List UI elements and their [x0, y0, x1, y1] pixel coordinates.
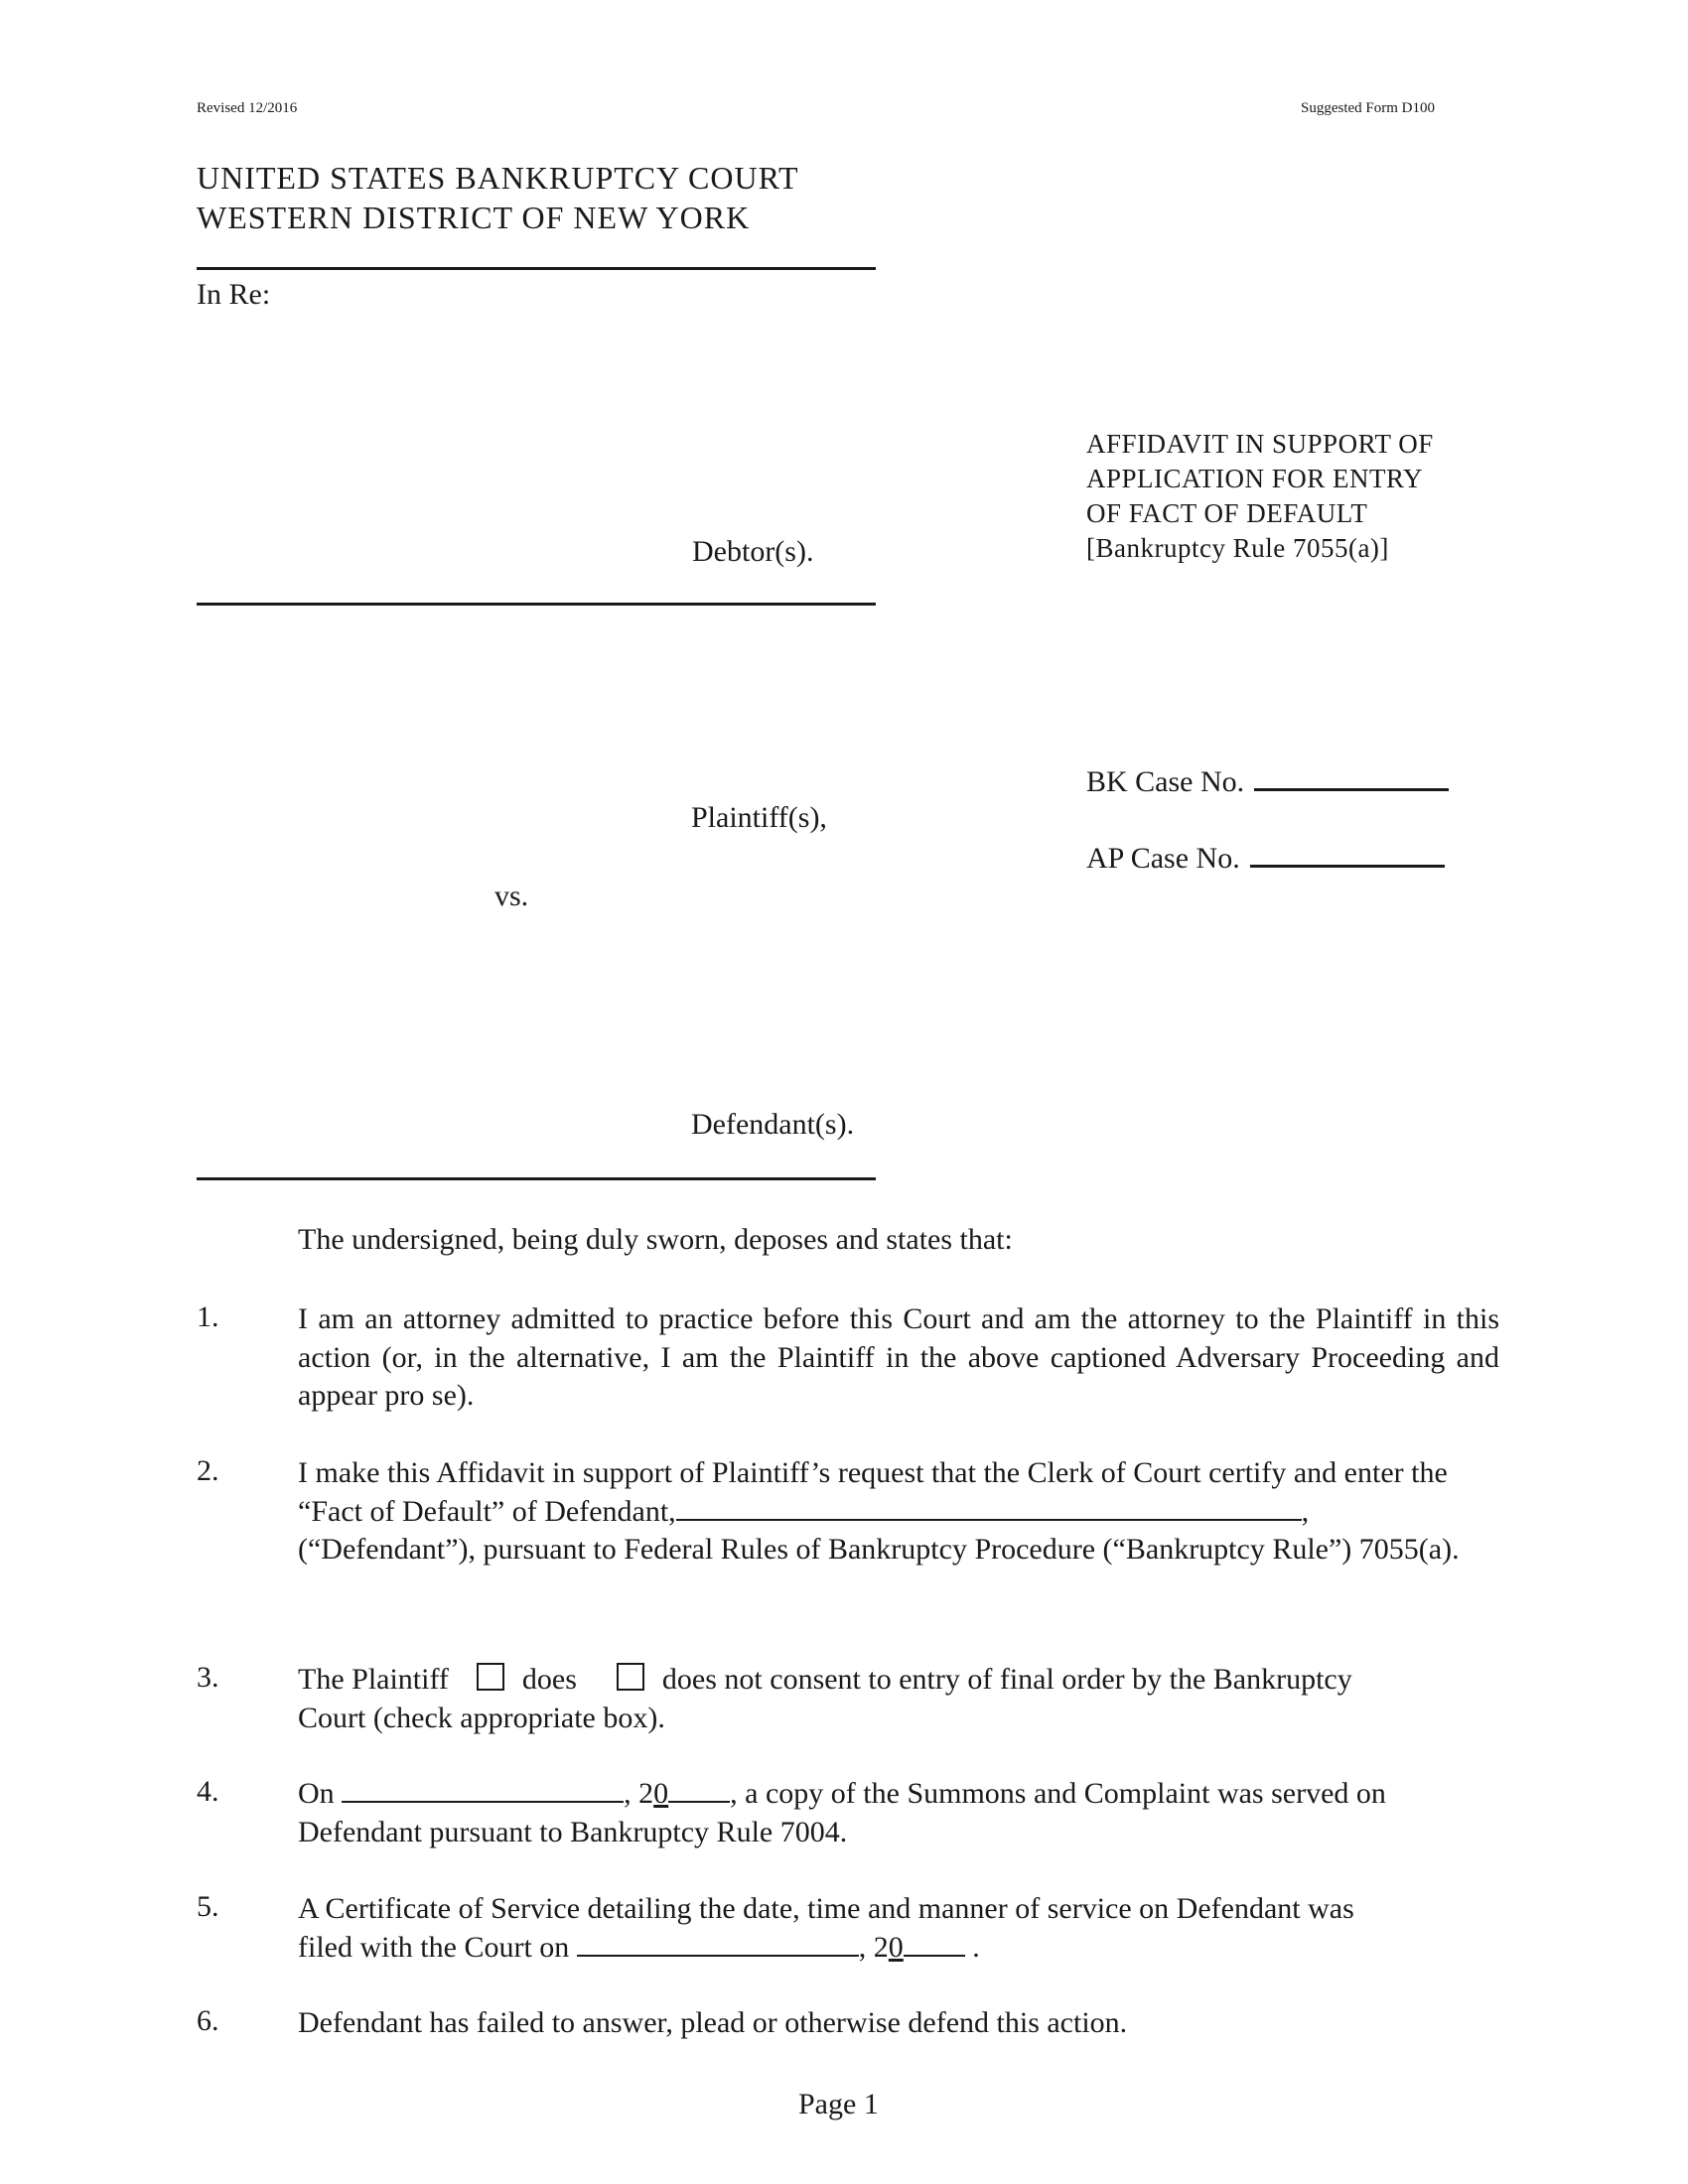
filing-year-field[interactable] — [904, 1931, 965, 1957]
court-name-line1: UNITED STATES BANKRUPTCY COURT — [197, 160, 799, 196]
ap-case-number — [1086, 839, 1445, 876]
para-4-rest1: , a copy of the Summons and Complaint was served on — [730, 1777, 1386, 1810]
debtor-label: Debtor(s). — [692, 535, 814, 568]
title-block — [1086, 427, 1434, 566]
para-3-part1: The Plaintiff — [298, 1663, 449, 1696]
para-4-year-prefix: , 2 — [624, 1777, 654, 1810]
para-2-part2: , — [1301, 1494, 1310, 1528]
option-does-label: does — [521, 1663, 577, 1696]
para-2-number: 2. — [197, 1454, 219, 1487]
caption-rule-bottom — [197, 1177, 876, 1180]
para-4-number: 4. — [197, 1775, 219, 1808]
caption-rule-middle — [197, 603, 876, 606]
option-does-not-label: does not consent to entry of final order by the Bankruptcy — [661, 1663, 1352, 1696]
para-1-text: I am an attorney admitted to practice before this Court and am the attorney to the Plaintiff in this action (or, in the alternative, I am the Plaintiff in the above captioned Adversary Proceeding and appear pro se). — [298, 1302, 1499, 1412]
defendant-name-field[interactable] — [676, 1495, 1302, 1521]
in-re-label: In Re: — [197, 278, 271, 311]
does-not-checkbox[interactable] — [617, 1663, 644, 1691]
para-2-text — [298, 1454, 1499, 1570]
para-6-number: 6. — [197, 2004, 219, 2037]
para-6-text: Defendant has failed to answer, plead or otherwise defend this action. — [298, 2006, 1128, 2039]
para-1-number: 1. — [197, 1300, 219, 1333]
caption-rule-top — [197, 267, 876, 270]
does-checkbox[interactable] — [477, 1663, 504, 1691]
para-3-number: 3. — [197, 1661, 219, 1694]
title-line3: OF FACT OF DEFAULT — [1086, 498, 1368, 528]
para-4-rest2: Defendant pursuant to Bankruptcy Rule 7004. — [298, 1815, 848, 1848]
vs-label: vs. — [494, 880, 529, 912]
bk-case-field[interactable] — [1254, 762, 1449, 791]
bk-case-number — [1086, 762, 1449, 799]
service-year-field[interactable] — [668, 1777, 730, 1803]
para-5-line1: A Certificate of Service detailing the date, time and manner of service on Defendant was — [298, 1892, 1354, 1925]
filing-date-field[interactable] — [577, 1931, 859, 1957]
para-4-on: On — [298, 1777, 335, 1810]
para-5-line2: filed with the Court on — [298, 1930, 570, 1964]
court-name-line2: WESTERN DISTRICT OF NEW YORK — [197, 200, 751, 235]
page-number: Page 1 — [798, 2088, 879, 2120]
para-3-part2: Court (check appropriate box). — [298, 1701, 665, 1734]
title-line4: [Bankruptcy Rule 7055(a)] — [1086, 533, 1389, 563]
bk-case-label: BK Case No. — [1086, 765, 1245, 798]
para-5-number: 5. — [197, 1890, 219, 1923]
revised-date: Revised 12/2016 — [197, 100, 298, 116]
title-line2: APPLICATION FOR ENTRY — [1086, 464, 1424, 493]
para-5-end: . — [972, 1930, 980, 1964]
para-4-year-digit: 0 — [653, 1777, 669, 1810]
para-5-text — [298, 1890, 1499, 1967]
para-3-text — [298, 1661, 1499, 1737]
form-id: Suggested Form D100 — [1301, 100, 1435, 116]
para-5-year-prefix: , 2 — [858, 1930, 889, 1964]
plaintiff-label: Plaintiff(s), — [691, 801, 827, 834]
para-2-part3: (“Defendant”), pursuant to Federal Rules of Bankruptcy Procedure (“Bankruptcy Rule”) 7055(a). — [298, 1533, 1460, 1566]
defendant-label: Defendant(s). — [691, 1108, 855, 1141]
para-4-text — [298, 1775, 1499, 1851]
intro-statement: The undersigned, being duly sworn, deposes and states that: — [298, 1223, 1013, 1256]
title-line1: AFFIDAVIT IN SUPPORT OF — [1086, 429, 1434, 459]
service-date-field[interactable] — [342, 1777, 624, 1803]
para-5-year-digit: 0 — [888, 1930, 904, 1964]
ap-case-field[interactable] — [1250, 839, 1445, 868]
ap-case-label: AP Case No. — [1086, 842, 1240, 875]
para-2-part1: I make this Affidavit in support of Plaintiff’s request that the Clerk of Court certify and enter the “Fact of Default” of Defendant, — [298, 1456, 1448, 1528]
